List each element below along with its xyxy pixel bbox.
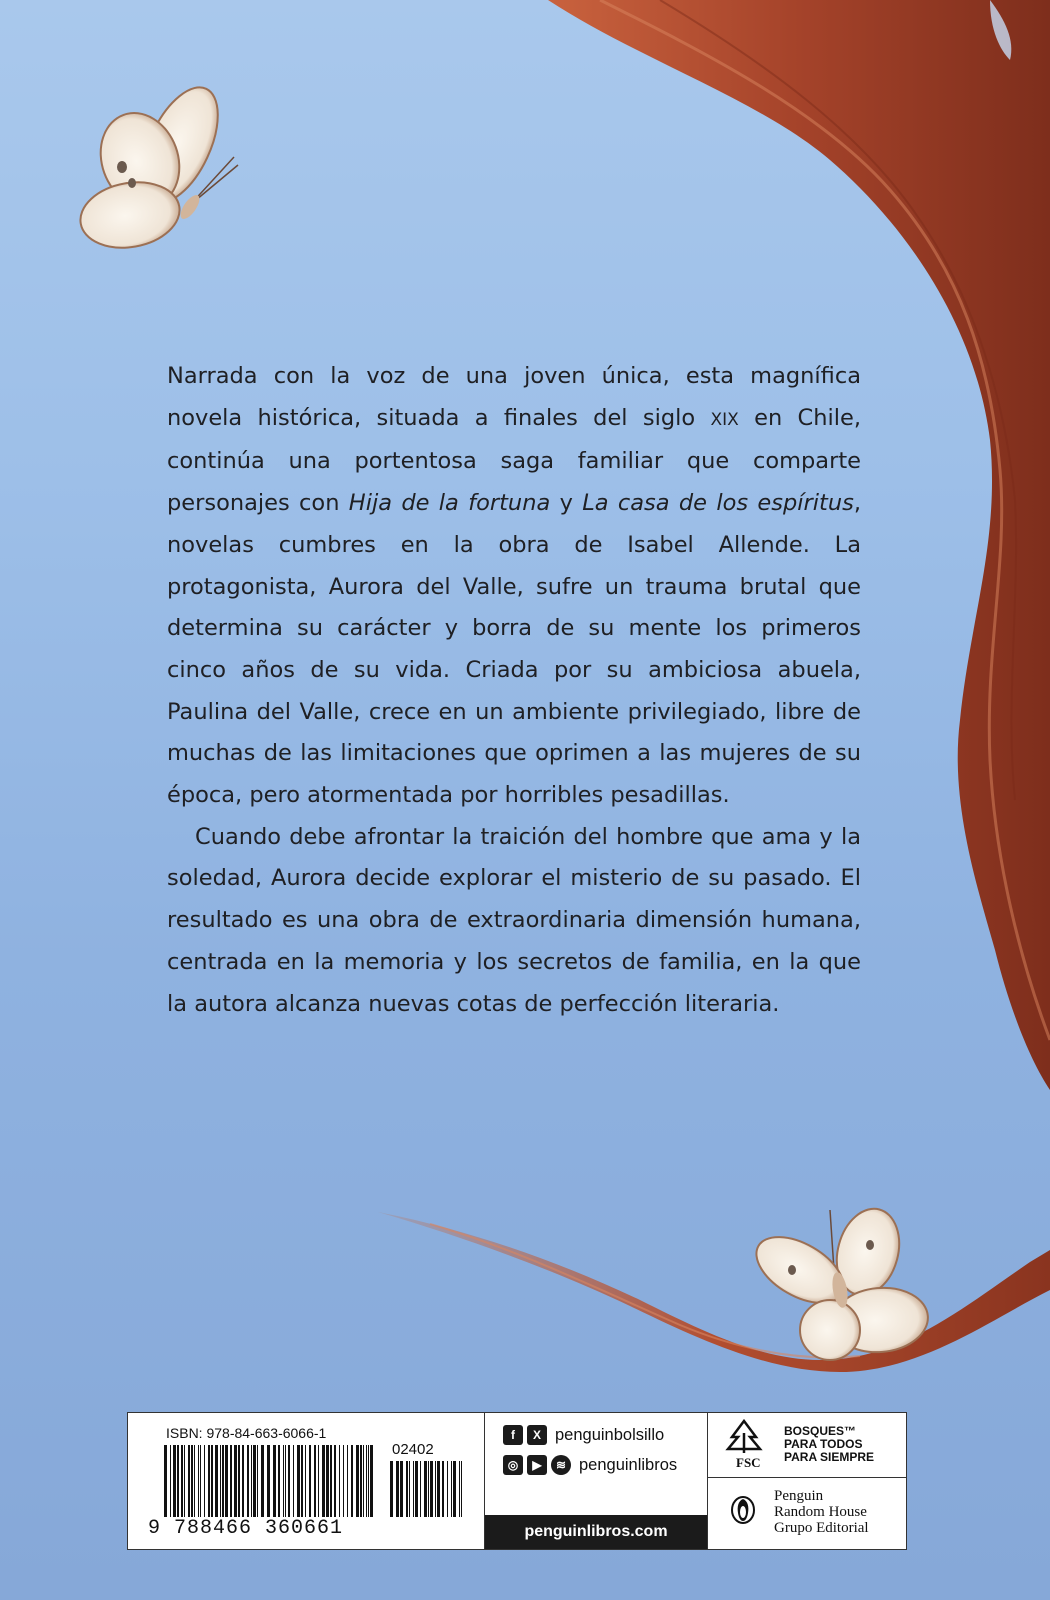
- butterfly-bottom-right: [745, 1202, 930, 1360]
- barcode-bar: [370, 1445, 373, 1517]
- barcode-bar: [301, 1445, 303, 1517]
- barcode-bar: [451, 1461, 452, 1517]
- barcode-bar: [251, 1445, 252, 1517]
- barcode-bar: [257, 1445, 258, 1517]
- barcode-bar: [283, 1445, 284, 1517]
- barcode-bar: [225, 1445, 228, 1517]
- social-row-bolsillo: [503, 1425, 664, 1445]
- barcode-bar: [309, 1445, 311, 1517]
- barcode-bar: [253, 1445, 256, 1517]
- butterfly-top-left: [75, 76, 238, 255]
- century-numeral: XIX: [710, 409, 739, 430]
- fsc-certification: [708, 1413, 906, 1478]
- barcode-bar: [164, 1445, 167, 1517]
- barcode-bar: [220, 1445, 221, 1517]
- barcode-bar: [415, 1461, 418, 1517]
- fsc-tree-icon: [724, 1419, 764, 1453]
- barcode-bar: [343, 1445, 344, 1517]
- barcode-bar: [461, 1461, 462, 1517]
- barcode-bar: [194, 1445, 195, 1517]
- barcode-bar: [360, 1445, 362, 1517]
- spotify-icon[interactable]: ≋: [551, 1455, 571, 1475]
- barcode-bar: [326, 1445, 329, 1517]
- barcode-bar: [396, 1461, 399, 1517]
- social-row-libros: [503, 1455, 677, 1475]
- barcode-bar: [400, 1461, 403, 1517]
- social-handle-bolsillo[interactable]: penguinbolsillo: [555, 1425, 665, 1444]
- youtube-icon[interactable]: ▶: [527, 1455, 547, 1475]
- barcode-bar: [435, 1461, 436, 1517]
- barcode-bar: [242, 1445, 244, 1517]
- barcode-bar: [420, 1461, 421, 1517]
- barcode-bar: [305, 1445, 306, 1517]
- barcode-bar: [184, 1445, 185, 1517]
- price-addon-label: 02402: [392, 1441, 434, 1458]
- barcode-bar: [288, 1445, 290, 1517]
- barcode-digits: 9 788466 360661: [148, 1517, 344, 1540]
- barcode-bar: [247, 1445, 249, 1517]
- hair-lower: [378, 1212, 1050, 1372]
- barcode-bar: [339, 1445, 340, 1517]
- barcode-bar: [173, 1445, 176, 1517]
- penguin-logo-icon: [730, 1495, 756, 1525]
- barcode-bar: [406, 1461, 408, 1517]
- barcode-bar: [285, 1445, 286, 1517]
- addon-barcode: [390, 1461, 462, 1517]
- barcode-bar: [459, 1461, 460, 1517]
- barcode-bar: [273, 1445, 276, 1517]
- barcode-bar: [297, 1445, 300, 1517]
- barcode-bar: [200, 1445, 201, 1517]
- barcode-bar: [222, 1445, 224, 1517]
- barcode-bar: [363, 1445, 364, 1517]
- barcode-bar: [208, 1445, 210, 1517]
- x-icon[interactable]: X: [527, 1425, 547, 1445]
- barcode-bar: [390, 1461, 393, 1517]
- synopsis-paragraph-2: Cuando debe afrontar la traición del hombre que ama y la soledad, Aurora decide explorar el misterio de su pasado. El resultado es una obra de extraordinaria dimensión humana, centrada en la memoria y los secretos de familia, en la que la autora alcanza nuevas cotas de perfección literaria.: [167, 823, 861, 1017]
- barcode-bar: [356, 1445, 359, 1517]
- barcode-bar: [330, 1445, 332, 1517]
- website-link[interactable]: penguinlibros.com: [485, 1515, 707, 1549]
- barcode-bar: [347, 1445, 348, 1517]
- barcode-bar: [351, 1445, 353, 1517]
- barcode-bar: [278, 1445, 280, 1517]
- barcode-bar: [442, 1461, 444, 1517]
- social-section: [485, 1413, 708, 1549]
- barcode-bar: [430, 1461, 433, 1517]
- barcode-bar: [170, 1445, 171, 1517]
- barcode-bar: [322, 1445, 325, 1517]
- barcode-bar: [188, 1445, 190, 1517]
- barcode-bar: [198, 1445, 199, 1517]
- barcode-bar: [424, 1461, 427, 1517]
- barcode-bar: [181, 1445, 183, 1517]
- publisher-name: Penguin Random House Grupo Editorial: [774, 1488, 869, 1536]
- barcode-bar: [368, 1445, 369, 1517]
- barcode-bar: [234, 1445, 237, 1517]
- barcode-bar: [453, 1461, 456, 1517]
- barcode-bar: [191, 1445, 193, 1517]
- barcode-bar: [409, 1461, 410, 1517]
- fsc-slogan: BOSQUES™ PARA TODOS PARA SIEMPRE: [784, 1424, 875, 1464]
- barcode-panel: [127, 1412, 907, 1550]
- isbn-label: ISBN: 978-84-663-6066-1: [166, 1425, 327, 1441]
- barcode-bar: [447, 1461, 448, 1517]
- isbn-section: [128, 1413, 485, 1549]
- barcode-bar: [261, 1445, 264, 1517]
- barcode-bar: [334, 1445, 336, 1517]
- barcode-bar: [413, 1461, 414, 1517]
- facebook-icon[interactable]: f: [503, 1425, 523, 1445]
- barcode-bar: [314, 1445, 316, 1517]
- barcode-bar: [177, 1445, 179, 1517]
- fsc-label: FSC: [736, 1455, 761, 1470]
- social-handle-libros[interactable]: penguinlibros: [579, 1455, 678, 1474]
- synopsis: [167, 356, 861, 1025]
- book-title-la-casa-de-los-espiritus: La casa de los espíritus: [582, 490, 854, 517]
- barcode-bar: [437, 1461, 440, 1517]
- barcode-bar: [230, 1445, 232, 1517]
- barcode-bar: [318, 1445, 319, 1517]
- barcode-bar: [267, 1445, 270, 1517]
- barcode-bar: [428, 1461, 429, 1517]
- book-title-hija-de-la-fortuna: Hija de la fortuna: [348, 490, 551, 517]
- ean-barcode: [164, 1445, 374, 1517]
- barcode-bar: [238, 1445, 240, 1517]
- barcode-bar: [204, 1445, 205, 1517]
- publisher-section: [708, 1413, 906, 1549]
- instagram-icon[interactable]: ◎: [503, 1455, 523, 1475]
- barcode-bar: [293, 1445, 294, 1517]
- barcode-bar: [211, 1445, 213, 1517]
- barcode-bar: [366, 1445, 367, 1517]
- synopsis-paragraph-1: Narrada con la voz de una joven única, esta magnífica novela histórica, situada a finales del siglo XIX en Chile, continúa una portentosa saga familiar que comparte personajes con Hija de la fortuna y La casa de los espíritus, novelas cumbres en la obra de Isabel Allende. La protagonista, Aurora del Valle, sufre un trauma brutal que determina su carácter y borra de su mente los primeros cinco años de su vida. Criada por su ambiciosa abuela, Paulina del Valle, crece en un ambiente privilegiado, libre de muchas de las limitaciones que oprimen a las mujeres de su época, pero atormentada por horribles pesadillas.: [167, 363, 861, 809]
- barcode-bar: [215, 1445, 218, 1517]
